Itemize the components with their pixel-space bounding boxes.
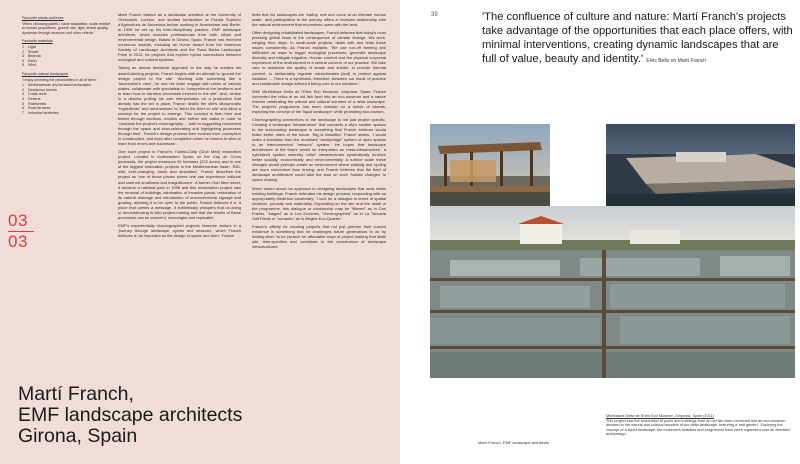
materials-list: [22, 45, 112, 68]
body-column-1: [118, 12, 241, 241]
list-item: 1 Mediterranean dry-terraced landscapes: [22, 83, 91, 88]
paragraph: Choreographing connections to the landscape is not just project specific. Creating a landscape 'infrastructure' that connects a city's smaller spaces to the surrounding landscape is something that Franch believes would make better cities of the future. 'Big is beautiful,' Franch states, 'I would make a transition from the dominant "archipelago" system of open spaces to an interconnected "network" system.' He hopes that landscape architecture of the future would be interpreted as 'meta-infrastructure', a hybridized system whereby 'other' infrastructures symbiotically function better socially, economically and environmentally. A turbine scale these changes would perhaps create an environment where walking and cycling are more convenient than driving, and Franch believes that the field of landscape architecture could take the lead on such 'holistic changes' to space-making.: [252, 116, 386, 183]
title-line-name: Martí Franch,: [18, 383, 134, 405]
page-number: 39: [431, 12, 438, 18]
right-page: [400, 0, 800, 464]
title-line-firm: EMF landscape architects: [18, 404, 243, 426]
list-item: 2 Shade: [22, 49, 39, 54]
photo-caption: [606, 414, 794, 437]
photo-boardwalk: [606, 124, 795, 206]
photo-credit: Martí Franch, EMF landscape architects: [478, 440, 549, 445]
list-item: 4 Deserts: [22, 96, 41, 101]
list-item: 5 Wind: [22, 63, 37, 68]
list-item: 3 Bedrock: [22, 54, 42, 59]
body-column-2: [252, 12, 386, 252]
list-item: 2 Deciduous forests: [22, 87, 57, 92]
favourite-landscapes-text: 'I enjoy unveiling the peculiarities in all of them.': [22, 77, 98, 82]
list-item: 4 Earth: [22, 58, 37, 63]
sidebar-favourites: [22, 12, 112, 115]
paragraph: One such project is Franch's Tudela-Culip (Club Med) restoration project. Located in northeastern Spain, on the Cap de Creus peninsula, the project measures 90 hectares (222 acres) and is one of the biggest restoration projects in the Mediterranean basin. 'BIG, wild, ever-changing, harsh and desolated', Franch describes the project as 'one of those places where one can experience solitude and confront smallness and insignificance'. A former Club Med resort, it became a national park in 1998 and this reclamation project saw the removal of buildings, elimination of invasive plants, restoration of its natural drainage and introduction of unconventional signage and grading, allowing it to be open to the public. Franch believes it is 'a place that carries a message. It subliminally whispers that un-doing or deconstructing is also project-making and that the results of these processes can be powerful, meaningful and replicable'.: [118, 149, 241, 220]
list-item: 5 Rainforests: [22, 101, 47, 106]
list-item: 1 Light: [22, 44, 36, 49]
chapter-number: 03: [8, 211, 28, 230]
title-line-location: Girona, Spain: [18, 425, 138, 447]
chapter-total: 03: [8, 232, 28, 251]
list-item: 3 Coast-reefs: [22, 92, 47, 97]
paragraph: EMF's experientially choreographed projects immerse visitors in a 'journey through landscape, cycles and seasons', which Franch believes is 'as important as the design of space and form'. Franch: [118, 222, 241, 238]
paragraph: Franch's affinity for creating projects that not just perform their current existence is something that he challenges future generations to do by inviting them 'to be (search for affordable ways of project making that distill site, time-specifics and contribute to the construction of landscape infrastructures'.: [252, 223, 386, 250]
list-item: 6 Rock-terraces: [22, 106, 51, 111]
list-item: 7 Industrial territories: [22, 110, 59, 115]
paragraph: Taking an almost theatrical approach to the way he creates his award-winning projects, Franch begins with an attempt to 'ground the design project to the site'. Working with something like a 'taxonomist's view', he and his team engage with plans of various scales, collaborate with specialists to 'comprehend the landform and to learn how to harness processes inherent to the site'. And, similar to a director putting his own interpretation on a production that already has the set in place, Franch 'distills the site's idiosyncratic "ingredients" and mechanisms' to 'bend the brief on site' and allow a concept for the project to emerge. This concept is then tried and tested through sections, models and further site walks in order to 'compose the project's choreography ... both in suggesting movement through the space and slow-celebrating and highlighting processes through time'. Franch's design process then evolves from conception to construction, and even after completion when he returns to sites to learn from errors and successes'.: [118, 65, 241, 147]
chapter-marker: [8, 212, 48, 251]
paragraph: feels that his landscapes are 'earthy, real and occur at an intimate human scale', and participation in the journey offers a renewed relationship with the natural environment that reconnects users with the land.: [252, 12, 386, 28]
landscapes-list: [22, 83, 112, 115]
caption-title: MiniNatura Delta de l'Ebre Eco Museum, Amposta, Spain (2011): [606, 414, 714, 418]
photo-pavilion: [430, 124, 550, 206]
favourite-landscapes-heading: Favourite natural landscapes: [22, 71, 69, 76]
photo-salt-pools: [430, 206, 795, 378]
pull-quote: [482, 10, 794, 68]
profile-title: [18, 384, 248, 447]
paragraph: When asked about his approach to designing landscapes that must retain existing buildings, Franch reiterates his design process, responding with an appropriately theatrical vocabulary: 'I look for a dialogue in terms of spatial relations, porosity and materiality. Depending on the site and the detail of the programme, this dialogue or relationship may be "filtered" as in Can Framis, "staged" as in Les Echaries, "choreographed" as in La Tancada Salt Fields or "romantic" as in Begles Eco-Quarter.': [252, 185, 386, 221]
caption-text: This project saw the restoration of pools and buildings from an old fish farm converted into an eco-museum devoted to the natural and cultural wonders of the delta landscape, featuring a 'salt garden'. Exploring the concept of a liquid landscape, the museum's activities and programme have been organized over an elevated archipelago.: [606, 418, 790, 437]
pull-quote-text: 'The confluence of culture and nature: Martí Franch's projects take advantage of the opportunities that each place offers, with minimal interventions, creating dynamic landscapes that are full of value, beauty and identity.': [482, 11, 793, 65]
paragraph: With MiniNatura Delta de l'Ebre Eco Museum, Amposta, Spain, Franch converted the relics of an old fish farm into an eco-museum and a nature reserve celebrating the natural and cultural wonders of a delta landscape. The project's programme has been overlaid on a series of islands, exploring the concept of the 'liquid landscape' while promoting eco-tourism.: [252, 88, 386, 114]
pull-quote-attribution: Elvic Bello on Martí Franch: [646, 58, 707, 64]
favourite-materials-heading: Favourite materials: [22, 39, 53, 44]
paragraph: Martí Franch trained as a landscape architect at the University of Greenwich, London, and studied horticulture at Escola Superior d'Agricultura de Barcelona before working in Amsterdam and Berlin. In 1999 he set up his inter-disciplinary practice, EMF landscape architects, which includes professionals from both urban and environmental design. Based in Girona, Spain, Franch has received numerous awards, including an Honor Award from the American Society of Landscape Architects and the Rosa Barba Landscape Prize in 2012, for projects that explore hybrid connections between ecological and cultural systems.: [118, 12, 241, 63]
favourite-plants-text: 'When choosing plants I value adaptation, scale relative to human proportions, growth rate, light, shade quality, dynamics through seasons and other criteria.': [22, 21, 111, 35]
favourite-plants-heading: Favourite plants and trees: [22, 16, 64, 20]
paragraph: Often designing rehabilitated landscapes, Franch believes that today's most pressing global issue is the consequence of climate change. His work, ranging from large- to small-scale projects, deals with and tests these issues consistently. As Franch explains: 'We use run-off farming and infiltration as ways to trigger ecological processes, generate landscape diversity and mitigate irrigation. Human comfort and the physical corporeal experience of the environment is a central concern of our practice. We take care to maximize the quality of shade and shelter, to provide thermal comfort, to deliberately regulate microclimates [and] to protect against radiation ... There is a symbiosis, therefore, between our mode of practice and sustainable design without it being core to our narrative.': [252, 30, 386, 86]
